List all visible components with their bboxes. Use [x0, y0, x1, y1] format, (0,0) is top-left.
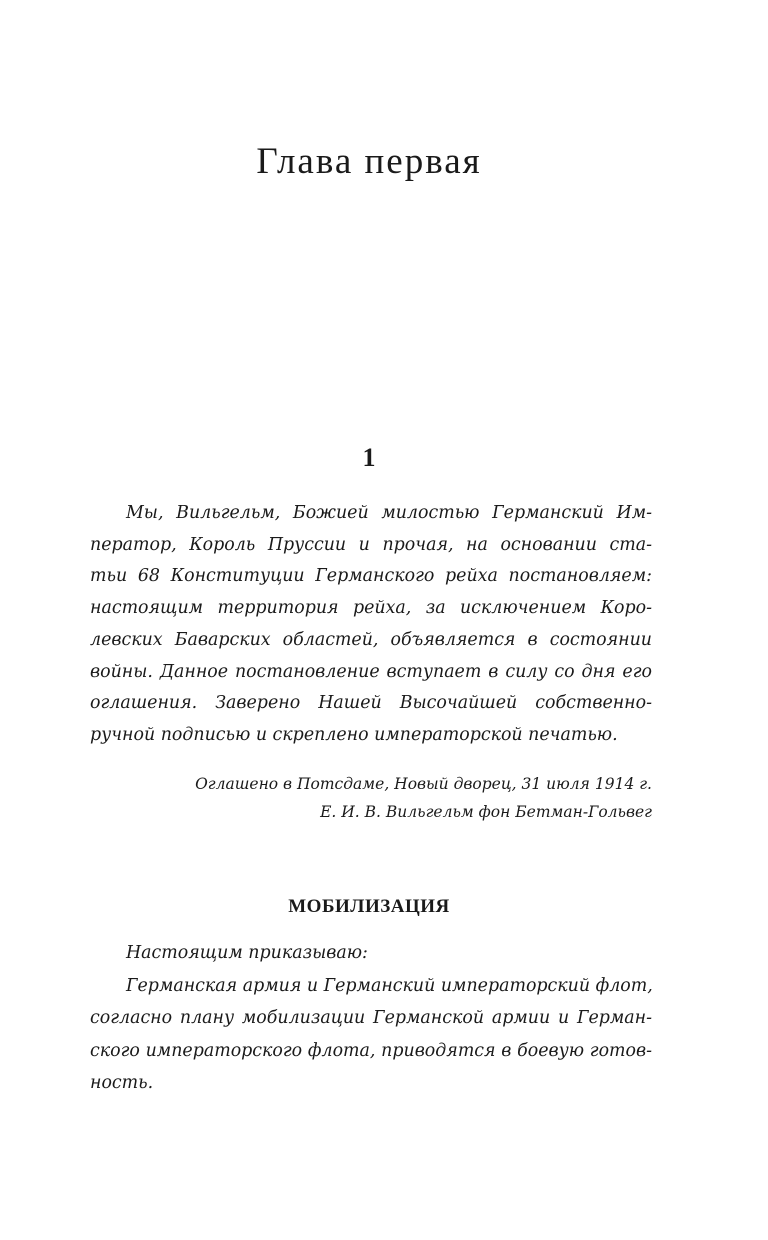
decree-paragraph — [90, 498, 652, 752]
order-line: ность. — [90, 1073, 154, 1093]
decree-line: ператор, Король Пруссии и прочая, на основании ста- — [90, 534, 652, 555]
decree-line: войны. Данное постановление вступает в силу со дня его — [90, 661, 652, 682]
decree-line: левских Баварских областей, объявляется в состоянии — [90, 629, 652, 650]
order-line: ского императорского флота, приводятся в боевую готов- — [90, 1040, 652, 1061]
signature-block — [195, 770, 652, 826]
decree-line: оглашения. Заверено Нашей Высочайшей собственно- — [90, 693, 652, 714]
decree-line: ручной подписью и скреплено императорской печатью. — [90, 724, 618, 745]
decree-line: настоящим территория рейха, за исключением Коро- — [90, 598, 652, 619]
chapter-title: Глава первая — [256, 141, 482, 182]
signature-place-date: Оглашено в Потсдаме, Новый дворец, 31 июля 1914 г. — [195, 775, 652, 793]
order-line: согласно плану мобилизации Германской армии и Герман- — [90, 1008, 652, 1028]
order-line: Германская армия и Германский императорский флот, — [126, 975, 653, 996]
decree-line: тьи 68 Конституции Германского рейха постановляем: — [90, 566, 652, 587]
decree-line: Мы, Вильгельм, Божией милостью Германский Им- — [126, 503, 652, 523]
mobilization-order — [90, 937, 652, 1100]
order-line: Настоящим приказываю: — [126, 943, 368, 963]
mobilization-heading: МОБИЛИЗАЦИЯ — [288, 896, 450, 917]
signature-signatories: Е. И. В. Вильгельм фон Бетман-Гольвег — [320, 803, 652, 821]
section-number: 1 — [362, 443, 376, 472]
